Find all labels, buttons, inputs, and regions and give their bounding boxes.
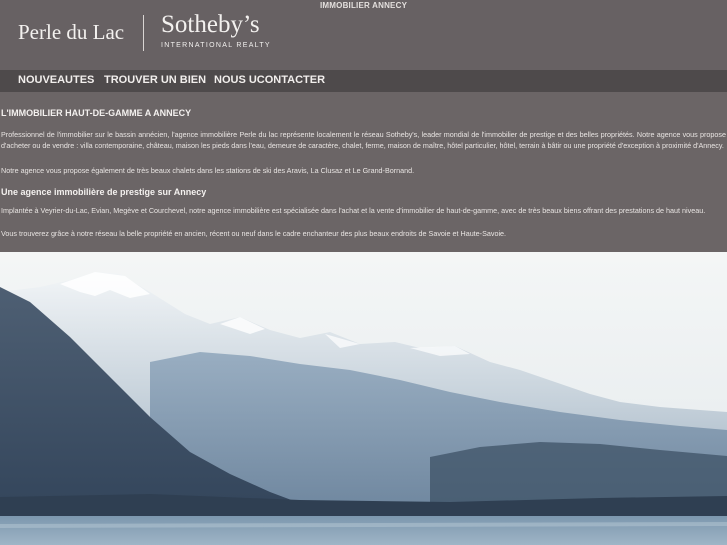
brand-sothebys-logo[interactable] bbox=[161, 12, 271, 49]
paragraph-intro: Professionnel de l'immobilier sur le bassin annécien, l'agence immobilière Perle du lac représente localement le réseau Sotheby's, leader mondial de l'immobilier de prestige et des belles propriétés. Notre agence vous propose d'acheter ou de vendre : villa contemporaine, château, maison les pieds dans l'eau, demeure de caractère, chalet, ferme, maison de maître, hôtel particulier, hôtel, terrain à bâtir ou une propriété d'exception à proximité d'Annecy. bbox=[1, 130, 726, 151]
sothebys-name: Sotheby’s bbox=[161, 11, 260, 38]
paragraph-implantation: Implantée à Veyrier-du-Lac, Evian, Megève et Courchevel, notre agence immobilière est spécialisée dans l'achat et la vente d'immobilier de haut-de-gamme, avec de très beaux biens offrant des prestations de haut niveau. bbox=[1, 206, 706, 215]
paragraph-chalets: Notre agence vous propose également de très beaux chalets dans les stations de ski des Aravis, La Clusaz et Le Grand-Bornand. bbox=[1, 166, 415, 175]
mountain-lake-illustration bbox=[0, 252, 727, 545]
section-heading-agence: Une agence immobilière de prestige sur Annecy bbox=[1, 187, 207, 197]
site-header bbox=[0, 0, 727, 70]
sothebys-subtitle: INTERNATIONAL REALTY bbox=[161, 42, 271, 49]
section-heading-immobilier: L'IMMOBILIER HAUT-DE-GAMME A ANNECY bbox=[1, 108, 192, 118]
nav-item-nous-contacter[interactable]: NOUS UCONTACTER bbox=[214, 74, 326, 86]
nav-item-nouveautes[interactable]: NOUVEAUTES bbox=[18, 74, 95, 86]
nav-item-trouver-un-bien[interactable]: TROUVER UN BIEN bbox=[104, 74, 207, 86]
main-navigation bbox=[0, 70, 727, 92]
intro-content bbox=[0, 92, 727, 252]
paragraph-reseau: Vous trouverez grâce à notre réseau la belle propriété en ancien, récent ou neuf dans le cadre enchanteur des plus beaux endroits de Savoie et Haute-Savoie. bbox=[1, 229, 507, 238]
brand-perle-du-lac-logo[interactable]: Perle du Lac bbox=[18, 20, 125, 44]
brand-divider bbox=[143, 15, 144, 51]
hero-mountain-lake-image bbox=[0, 252, 727, 545]
top-tagline: IMMOBILIER ANNECY bbox=[320, 1, 408, 10]
